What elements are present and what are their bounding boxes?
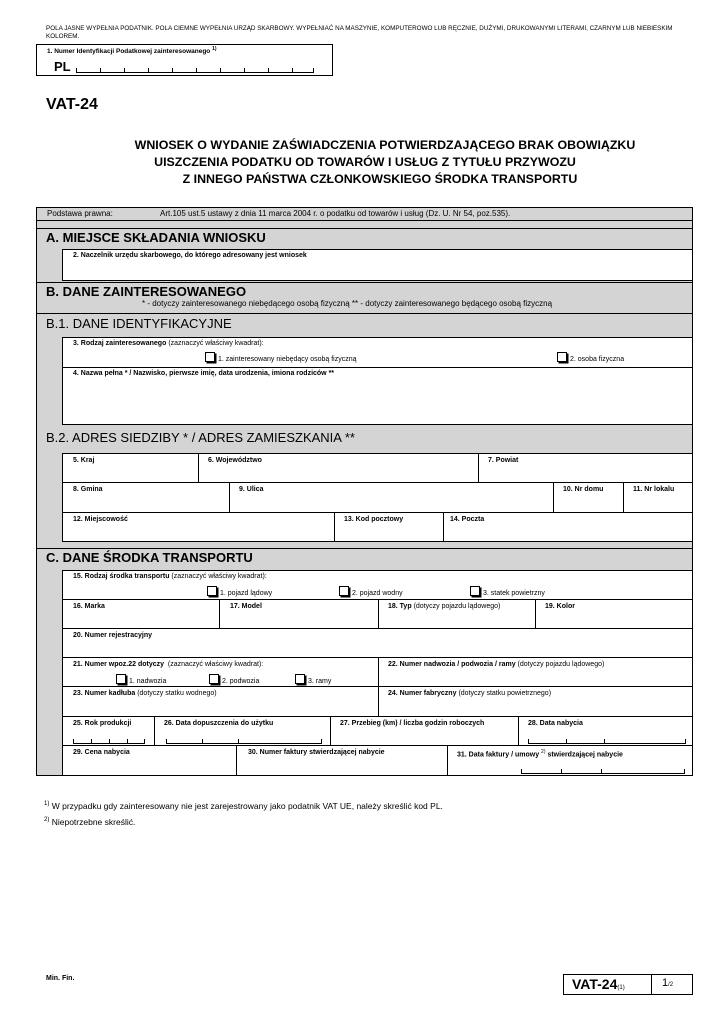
field-17-model[interactable]: 17. Model xyxy=(230,603,262,610)
field-19-color[interactable]: 19. Kolor xyxy=(545,603,575,610)
date-input-31[interactable] xyxy=(521,768,685,774)
field-8-municipality[interactable]: 8. Gmina xyxy=(73,486,103,493)
field-26-registration-date[interactable]: 26. Data dopuszczenia do użytku xyxy=(164,720,274,727)
field-14-post-office[interactable]: 14. Poczta xyxy=(450,516,485,523)
field-15-label: 15. Rodzaj środka transportu (zaznaczyć właściwy kwadrat): xyxy=(73,573,267,580)
checkbox-icon[interactable] xyxy=(470,586,480,596)
field-27-mileage[interactable]: 27. Przebieg (km) / liczba godzin roboczych xyxy=(340,720,485,727)
section-b-title: B. DANE ZAINTERESOWANEGO xyxy=(46,284,247,299)
field-30-invoice-number[interactable]: 30. Numer faktury stwierdzającej nabycie xyxy=(248,749,385,756)
field-15-option-2[interactable]: 2. pojazd wodny xyxy=(339,586,403,597)
footer-page-number: 1/2 xyxy=(662,977,674,989)
field-4-label: 4. Nazwa pełna * / Nazwisko, pierwsze imię, data urodzenia, imiona rodziców ** xyxy=(73,370,335,377)
checkbox-icon[interactable] xyxy=(205,352,215,362)
field-28-acquisition-date[interactable]: 28. Data nabycia xyxy=(528,720,583,727)
field-5-country[interactable]: 5. Kraj xyxy=(73,457,95,464)
section-b-note: * - dotyczy zainteresowanego niebędącego osobą fizyczną ** - dotyczy zainteresowanego będącego osobą fizyczną xyxy=(142,299,553,308)
fill-instructions: POLA JASNE WYPEŁNIA PODATNIK. POLA CIEMNE WYPEŁNIA URZĄD SKARBOWY. WYPEŁNIAĆ NA MASZYNIE, KOMPUTEROWO LUB RĘCZNIE, DUŻYMI, DRUKOWANYMI LITERAMI, CZARNYM LUB NIEBIESKIM KOLOREM. xyxy=(46,25,673,40)
field-25-production-year[interactable]: 25. Rok produkcji xyxy=(73,720,132,727)
date-input-26[interactable] xyxy=(166,738,322,744)
field-22-body-number[interactable]: 22. Numer nadwozia / podwozia / ramy (dotyczy pojazdu lądowego) xyxy=(388,661,605,668)
field-24-serial-number[interactable]: 24. Numer fabryczny (dotyczy statku powietrznego) xyxy=(388,690,552,697)
checkbox-icon[interactable] xyxy=(339,586,349,596)
section-c-title: C. DANE ŚRODKA TRANSPORTU xyxy=(46,550,253,565)
field-21-option-1[interactable]: 1. nadwozia xyxy=(116,674,166,685)
form-code: VAT-24 xyxy=(46,96,98,113)
field-21-label: 21. Numer wpoz.22 dotyczy (zaznaczyć właściwy kwadrat): xyxy=(73,661,264,668)
field-21-option-3[interactable]: 3. ramy xyxy=(295,674,331,685)
nip-prefix: PL xyxy=(54,59,71,74)
checkbox-icon[interactable] xyxy=(295,674,305,684)
field-12-city[interactable]: 12. Miejscowość xyxy=(73,516,128,523)
form-title: WNIOSEK O WYDANIE ZAŚWIADCZENIA POTWIERDZAJĄCEGO BRAK OBOWIĄZKU UISZCZENIA PODATKU OD TOWARÓW I USŁUG Z TYTUŁU PRZYWOZU Z INNEGO PAŃSTWA CZŁONKOWSKIEGO ŚRODKA TRANSPORTU xyxy=(134,138,636,186)
legal-basis-label: Podstawa prawna: xyxy=(47,209,113,218)
field-18-type[interactable]: 18. Typ (dotyczy pojazdu lądowego) xyxy=(388,603,501,610)
checkbox-icon[interactable] xyxy=(116,674,126,684)
field-3-option-2[interactable]: 2. osoba fizyczna xyxy=(557,352,624,363)
nip-label: 1. Numer Identyfikacji Podatkowej zainteresowanego $^{1)}$ xyxy=(47,46,217,56)
field-21-option-2[interactable]: 2. podwozia xyxy=(209,674,259,685)
field-31-invoice-date[interactable]: 31. Data faktury / umowy $^{2)}$ stwierdzającej nabycie xyxy=(457,749,623,759)
field-15-option-1[interactable]: 1. pojazd lądowy xyxy=(207,586,272,597)
field-11-apartment-number[interactable]: 11. Nr lokalu xyxy=(633,486,675,493)
legal-basis-text: Art.105 ust.5 ustawy z dnia 11 marca 2004 r. o podatku od towarów i usług (Dz. U. Nr 54, poz.535). xyxy=(160,209,511,218)
field-13-postal-code[interactable]: 13. Kod pocztowy xyxy=(344,516,404,523)
field-10-house-number[interactable]: 10. Nr domu xyxy=(563,486,604,493)
address-box xyxy=(62,453,693,542)
checkbox-icon[interactable] xyxy=(209,674,219,684)
footer-form-code: VAT-24(1) xyxy=(572,976,625,992)
field-3-label: 3. Rodzaj zainteresowanego (zaznaczyć właściwy kwadrat): xyxy=(73,340,264,347)
field-2-label: 2. Naczelnik urzędu skarbowego, do którego adresowany jest wniosek xyxy=(73,252,307,259)
checkbox-icon[interactable] xyxy=(207,586,217,596)
field-23-hull-number[interactable]: 23. Numer kadłuba (dotyczy statku wodnego) xyxy=(73,690,217,697)
section-b1-title: B.1. DANE IDENTYFIKACYJNE xyxy=(46,316,232,331)
section-b2-title: B.2. ADRES SIEDZIBY * / ADRES ZAMIESZKANIA ** xyxy=(46,430,355,445)
field-9-street[interactable]: 9. Ulica xyxy=(239,486,264,493)
field-15-option-3[interactable]: 3. statek powietrzny xyxy=(470,586,545,597)
date-input-25[interactable] xyxy=(73,738,145,744)
field-7-county[interactable]: 7. Powiat xyxy=(488,457,519,464)
section-a-title: A. MIEJSCE SKŁADANIA WNIOSKU xyxy=(46,230,266,245)
field-29-price[interactable]: 29. Cena nabycia xyxy=(73,749,130,756)
field-16-make[interactable]: 16. Marka xyxy=(73,603,105,610)
field-6-voivodeship[interactable]: 6. Województwo xyxy=(208,457,262,464)
ministry-label: Min. Fin. xyxy=(46,975,75,982)
nip-input[interactable] xyxy=(76,67,314,73)
field-3-option-1[interactable]: 1. zainteresowany niebędący osobą fizyczną xyxy=(205,352,357,363)
footnotes xyxy=(44,797,443,829)
footnote-1: $^{1)}$ W przypadku gdy zainteresowany nie jest zarejestrowany jako podatnik VAT UE, należy skreślić kod PL. xyxy=(44,800,443,811)
footnote-2: $^{2)}$ Niepotrzebne skreślić. xyxy=(44,816,136,827)
checkbox-icon[interactable] xyxy=(557,352,567,362)
date-input-28[interactable] xyxy=(528,738,686,744)
field-20-registration-number[interactable]: 20. Numer rejestracyjny xyxy=(73,632,152,639)
